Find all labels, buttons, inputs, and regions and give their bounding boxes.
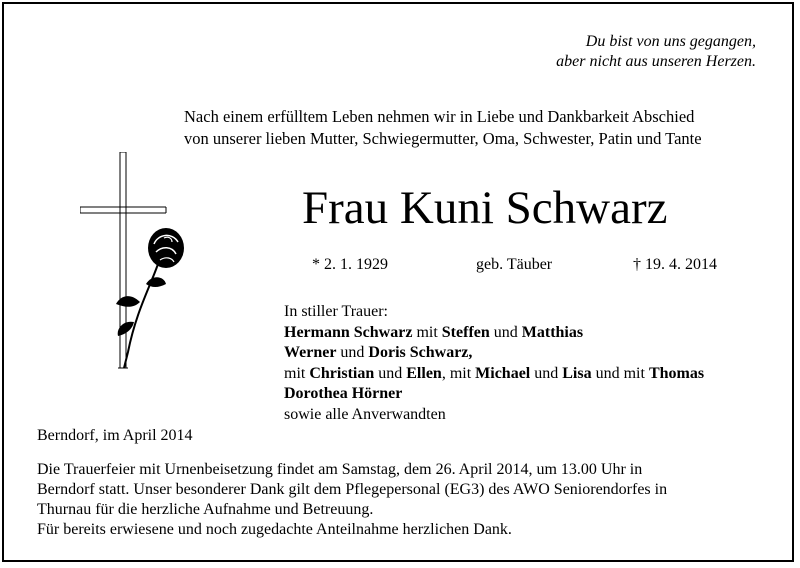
mourner-name: Michael [475,364,531,382]
motto [556,32,756,72]
motto-line: aber nicht aus unseren Herzen. [556,53,756,70]
mourner-name: Werner [284,344,337,361]
intro-text [184,106,702,150]
connector-text: und mit [591,364,649,382]
mourners-list [284,302,704,425]
notice-line: Für bereits erwiesene und noch zugedachte Anteilnahme herzlichen Dank. [37,521,512,538]
death-date: † 19. 4. 2014 [633,256,717,273]
connector-text: und [374,364,407,382]
mourner-name: Matthias [521,323,584,341]
mourner-name: Thomas [648,364,705,382]
mourner-name: Steffen [441,323,490,341]
mourner-line: sowie alle Anverwandten [284,405,446,423]
mourner-name: Dorothea Hörner [284,385,403,402]
connector-text: und [336,344,369,361]
mourner-name: Lisa [562,364,592,382]
notice-line: Thurnau für die herzliche Aufnahme und Betreuung. [37,501,374,518]
intro-line: Nach einem erfülltem Leben nehmen wir in Liebe und Dankbarkeit Abschied [184,107,695,126]
cross-rose-icon [80,152,190,372]
motto-line: Du bist von uns gegangen, [585,33,756,50]
mourner-line [284,364,704,385]
birth-date: * 2. 1. 1929 [312,256,388,273]
connector-text: und [530,364,563,382]
place-date: Berndorf, im April 2014 [37,427,193,444]
mourners-heading: In stiller Trauer: [284,303,388,320]
mourner-name: Doris Schwarz, [368,344,473,361]
connector-text: und [489,323,522,341]
mourner-line [284,384,704,405]
mourner-name: Christian [309,364,375,382]
connector-text: mit [284,364,310,382]
mourner-line [284,323,704,344]
intro-line: von unserer lieben Mutter, Schwiegermutter, Oma, Schwester, Patin und Tante [184,129,702,148]
connector-text: , mit [441,364,476,382]
funeral-notice [37,460,767,540]
notice-line: Die Trauerfeier mit Urnenbeisetzung findet am Samstag, dem 26. April 2014, um 13.00 Uhr in [37,461,643,478]
connector-text: mit [412,323,442,341]
notice-line: Berndorf statt. Unser besonderer Dank gilt dem Pflegepersonal (EG3) des AWO Seniorendorfes in [37,481,668,498]
mourner-name: Hermann Schwarz [284,323,413,341]
maiden-name: geb. Täuber [476,256,553,273]
deceased-name: Frau Kuni Schwarz [302,182,668,234]
mourner-name: Ellen [406,364,442,382]
mourner-line [284,343,704,364]
